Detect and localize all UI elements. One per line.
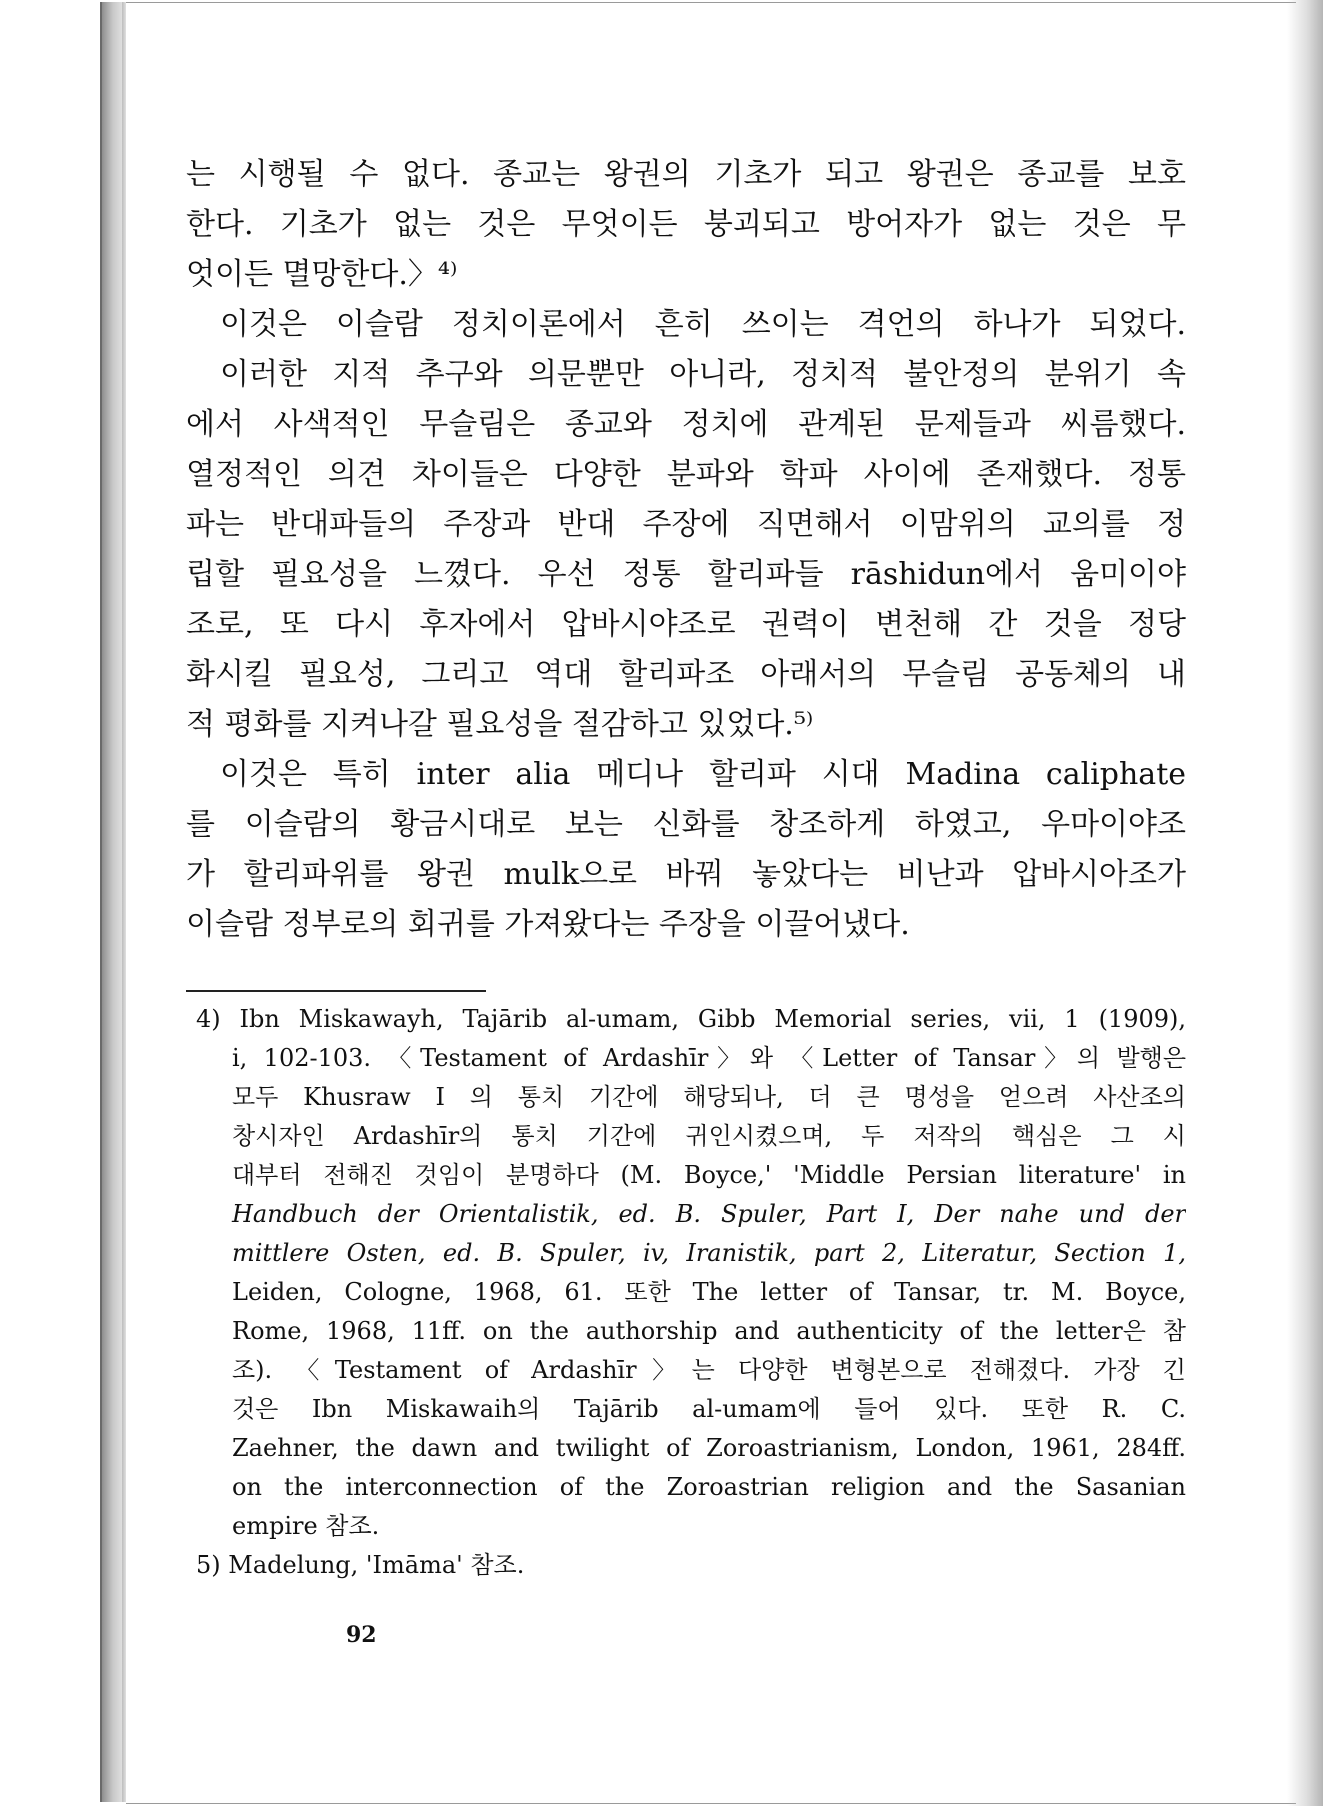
footnote-line: 조). 〈Testament of Ardashīr〉는 다양한 변형본으로 전해졌다. 가장 긴 [232, 1356, 1186, 1384]
body-line: 이러한 지적 추구와 의문뿐만 아니라, 정치적 불안정의 분위기 속 [220, 357, 1186, 392]
footnote-line: 모두 Khusraw I 의 통치 기간에 해당되나, 더 큰 명성을 얻으려 사산조의 [232, 1083, 1186, 1111]
footnote-line: mittlere Osten, ed. B. Spuler, iv, Iranistik, part 2, Literatur, Section 1, [232, 1239, 1186, 1267]
body-text [186, 150, 1186, 950]
body-line: 엇이든 멸망한다.〉⁴⁾ [186, 257, 458, 292]
body-line: 파는 반대파들의 주장과 반대 주장에 직면해서 이맘위의 교의를 정 [186, 507, 1186, 542]
body-line: 화시킬 필요성, 그리고 역대 할리파조 아래서의 무슬림 공동체의 내 [186, 657, 1186, 692]
footnotes [186, 990, 1186, 1585]
body-line: 가 할리파위를 왕권 mulk으로 바꿔 놓았다는 비난과 압바시아조가 [186, 857, 1186, 892]
footnote-line: 창시자인 Ardashīr의 통치 기간에 귀인시켰으며, 두 저작의 핵심은 그 시 [232, 1122, 1186, 1150]
body-line: 이것은 특히 inter alia 메디나 할리파 시대 Madina caliphate [220, 757, 1186, 792]
body-line: 이것은 이슬람 정치이론에서 흔히 쓰이는 격언의 하나가 되었다. [220, 307, 1186, 342]
footnote-line: Leiden, Cologne, 1968, 61. 또한 The letter of Tansar, tr. M. Boyce, [232, 1278, 1186, 1306]
page-shadow [1287, 0, 1323, 1806]
page-number: 92 [346, 1622, 377, 1648]
footnote-line: i, 102-103. 〈Testament of Ardashīr〉와 〈Letter of Tansar〉의 발행은 [232, 1044, 1186, 1072]
footnote-line: 5) Madelung, 'Imāma' 참조. [196, 1551, 525, 1579]
body-line: 는 시행될 수 없다. 종교는 왕권의 기초가 되고 왕권은 종교를 보호 [186, 157, 1186, 192]
footnote-line: on the interconnection of the Zoroastrian religion and the Sasanian [232, 1473, 1186, 1501]
footnote-line: Zaehner, the dawn and twilight of Zoroastrianism, London, 1961, 284ff. [232, 1434, 1186, 1462]
footnote-line: 대부터 전해진 것임이 분명하다 (M. Boyce,' 'Middle Persian literature' in [232, 1161, 1186, 1189]
footnote-rule [186, 990, 486, 992]
body-line: 적 평화를 지켜나갈 필요성을 절감하고 있었다.⁵⁾ [186, 707, 814, 742]
body-line: 한다. 기초가 없는 것은 무엇이든 붕괴되고 방어자가 없는 것은 무 [186, 207, 1186, 242]
body-line: 에서 사색적인 무슬림은 종교와 정치에 관계된 문제들과 씨름했다. [186, 407, 1186, 442]
footnote-line: Handbuch der Orientalistik, ed. B. Spuler, Part I, Der nahe und der [232, 1200, 1186, 1228]
footnote-line: empire 참조. [232, 1512, 380, 1540]
body-line: 를 이슬람의 황금시대로 보는 신화를 창조하게 하였고, 우마이야조 [186, 807, 1186, 842]
body-line: 립할 필요성을 느꼈다. 우선 정통 할리파들 rāshidun에서 움미이야 [186, 557, 1186, 592]
footnote-line: Rome, 1968, 11ff. on the authorship and authenticity of the letter은 참 [232, 1317, 1186, 1345]
body-line: 열정적인 의견 차이들은 다양한 분파와 학파 사이에 존재했다. 정통 [186, 457, 1186, 492]
body-line: 이슬람 정부로의 회귀를 가져왔다는 주장을 이끌어냈다. [186, 907, 910, 942]
footnote-line: 4) Ibn Miskawayh, Tajārib al-umam, Gibb Memorial series, vii, 1 (1909), [196, 1005, 1186, 1033]
body-line: 조로, 또 다시 후자에서 압바시야조로 권력이 변천해 간 것을 정당 [186, 607, 1186, 642]
footnote-line: 것은 Ibn Miskawaih의 Tajārib al-umam에 들어 있다. 또한 R. C. [232, 1395, 1186, 1423]
